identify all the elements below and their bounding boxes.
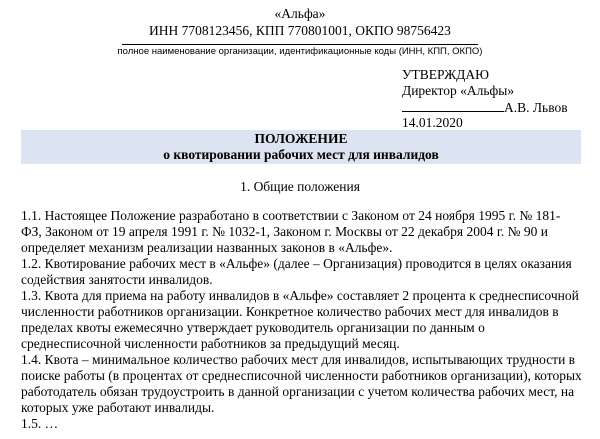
body-line: определяет механизм реализации названных законов в «Альфе».	[21, 240, 393, 255]
title-line-1: ПОЛОЖЕНИЕ	[254, 131, 348, 146]
section-heading: 1. Общие положения	[240, 179, 360, 194]
organization-ids: ИНН 7708123456, КПП 770801001, ОКПО 98756423	[149, 23, 451, 38]
body-line: поиске работы (в процентах от среднесписочной численности работников организации), которых	[21, 368, 582, 383]
body-line: работодатель обязан трудоустроить в данной организации с учетом количества рабочих мест, на	[21, 384, 575, 399]
signer-name: А.В. Львов	[504, 100, 568, 115]
body-line: 1.4. Квота – минимальное количество рабочих мест для инвалидов, испытывающих трудности в	[21, 352, 576, 367]
signature-line	[402, 99, 504, 112]
body-line: пределах квоты ежемесячно утверждает руководитель организации по данным о	[21, 320, 485, 335]
body-line: 1.5. …	[21, 416, 59, 431]
organization-name: «Альфа»	[274, 6, 326, 21]
organization-underline	[122, 44, 478, 45]
body-line: которых уже работают инвалиды.	[21, 400, 215, 415]
body-line: 1.1. Настоящее Положение разработано в соответствии с Законом от 24 ноября 1995 г. № 181-	[21, 208, 561, 223]
signature-row	[402, 99, 568, 115]
title-line-2: о квотировании рабочих мест для инвалидов	[163, 147, 439, 162]
document-title	[21, 130, 581, 164]
organization-caption: полное наименование организации, идентификационные коды (ИНН, КПП, ОКПО)	[117, 46, 483, 57]
approve-word: УТВЕРЖДАЮ	[402, 67, 490, 82]
body-line: ФЗ, Законом от 19 апреля 1991 г. № 1032-1, Законом г. Москвы от 22 декабря 2004 г. № 90 и	[21, 224, 548, 239]
approver-position: Директор «Альфы»	[402, 83, 515, 98]
body-line: 1.2. Квотирование рабочих мест в «Альфе» (далее – Организация) проводится в целях оказания	[21, 256, 572, 271]
body-line: среднесписочной численности работников за предыдущий месяц.	[21, 336, 400, 351]
body-line: содействия занятости инвалидов.	[21, 272, 213, 287]
approval-block	[402, 67, 568, 131]
body-line: 1.3. Квота для приема на работу инвалидов в «Альфе» составляет 2 процента к среднесписочной	[21, 288, 579, 303]
body-line: численности работников организации. Конкретное количество рабочих мест для инвалидов в	[21, 304, 559, 319]
approval-date: 14.01.2020	[402, 115, 463, 130]
document-body	[21, 208, 583, 432]
